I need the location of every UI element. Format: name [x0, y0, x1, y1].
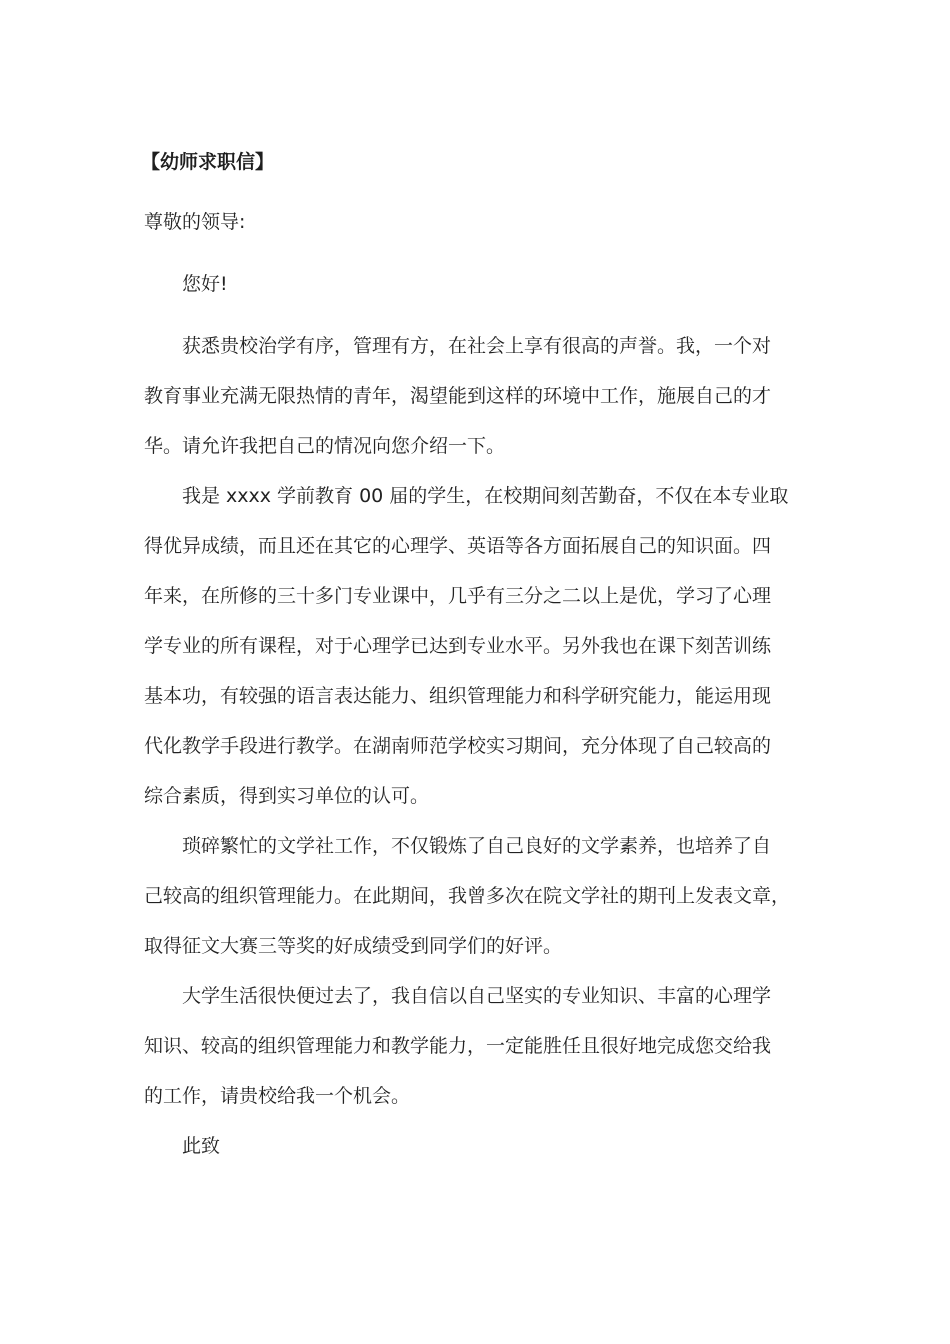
paragraph-line: 己较高的组织管理能力。在此期间，我曾多次在院文学社的期刊上发表文章，: [144, 885, 791, 907]
paragraph-line: 琐碎繁忙的文学社工作，不仅锻炼了自己良好的文学素养，也培养了自: [182, 835, 772, 857]
greeting: 您好!: [182, 273, 228, 295]
closing: 此致: [182, 1135, 221, 1157]
paragraph-line: 基本功，有较强的语言表达能力、组织管理能力和科学研究能力，能运用现: [144, 685, 772, 707]
paragraph-line: 大学生活很快便过去了，我自信以自己坚实的专业知识、丰富的心理学: [182, 985, 772, 1007]
paragraph-line: 获悉贵校治学有序，管理有方，在社会上享有很高的声誉。我，一个对: [182, 335, 772, 357]
paragraph-line: 综合素质，得到实习单位的认可。: [144, 785, 430, 807]
paragraph-line: 的工作，请贵校给我一个机会。: [144, 1085, 411, 1107]
paragraph-line: 取得征文大赛三等奖的好成绩受到同学们的好评。: [144, 935, 563, 957]
paragraph-conclusion: [144, 982, 794, 1110]
document-title: 【幼师求职信】: [141, 151, 275, 173]
cover-letter: [141, 148, 794, 1160]
paragraph-line: 年来，在所修的三十多门专业课中，几乎有三分之二以上是优，学习了心理: [144, 585, 772, 607]
paragraph-line: 知识、较高的组织管理能力和教学能力，一定能胜任且很好地完成您交给我: [144, 1035, 772, 1057]
paragraph-line: 我是 xxxx 学前教育 00 届的学生，在校期间刻苦勤奋，不仅在本专业取: [182, 485, 789, 507]
paragraph-line: 教育事业充满无限热情的青年，渴望能到这样的环境中工作，施展自己的才: [144, 385, 772, 407]
paragraph-literary-club: [144, 832, 794, 960]
paragraph-line: 学专业的所有课程，对于心理学已达到专业水平。另外我也在课下刻苦训练: [144, 635, 772, 657]
paragraph-line: 代化教学手段进行教学。在湖南师范学校实习期间，充分体现了自己较高的: [144, 735, 772, 757]
salutation: 尊敬的领导:: [144, 211, 246, 233]
paragraph-intro: [144, 332, 794, 460]
paragraph-line: 华。请允许我把自己的情况向您介绍一下。: [144, 435, 506, 457]
paragraph-education: [144, 482, 794, 810]
paragraph-line: 得优异成绩，而且还在其它的心理学、英语等各方面拓展自己的知识面。四: [144, 535, 772, 557]
